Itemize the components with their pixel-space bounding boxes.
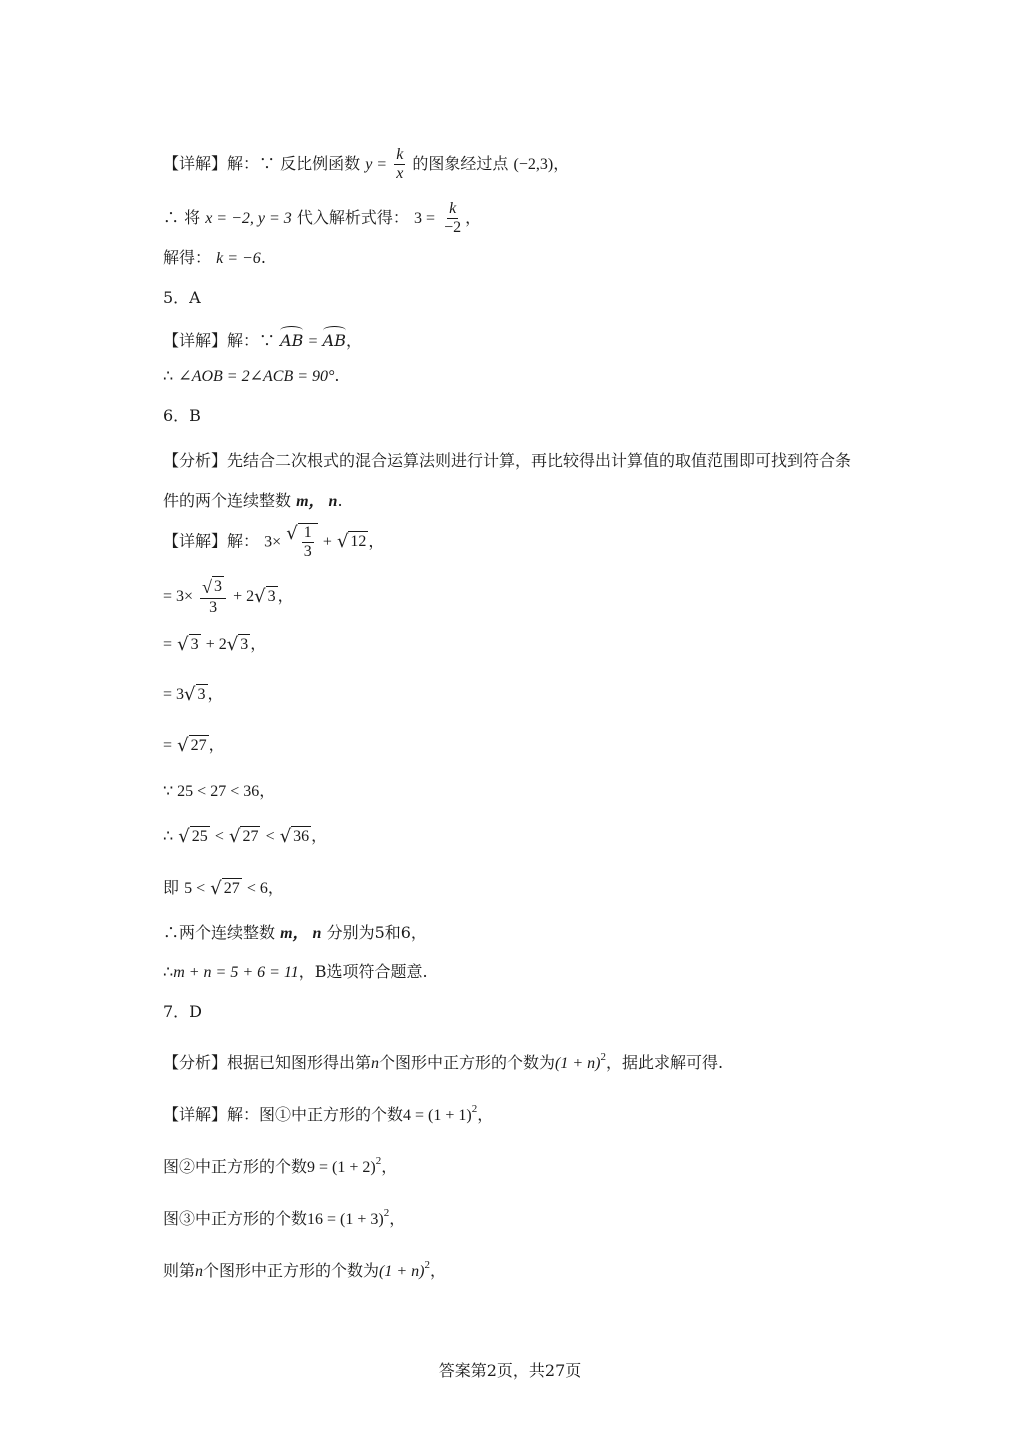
q7-detail-fig1: 【详解】解：图①中正方形的个数$4 = (1 + 1)^2$， [163,1103,494,1124]
sqrt-12: √ 12 [336,531,367,552]
q5-answer: 5．A [163,288,201,307]
q7-fig3: 图③中正方形的个数$16 = (1 + 3)^2$， [163,1207,406,1228]
k-over-neg2-fraction: $\frac{k}{-2}$ [444,200,462,236]
q6-ji: 即 5 < √ 27 < 6， [163,877,284,899]
q4-solve-line: 解得： k = −6. [163,248,266,267]
arc-ab-1: AB [280,326,303,352]
q6-step3: = √ 3 + 2 √ 3 ， [163,633,267,655]
q6-sum: ∴m + n = 5 + 6 = 11，B选项符合题意. [163,962,428,981]
q5-detail-line: 【详解】解：∵ AB = AB， [163,326,362,353]
q6-therefore-sqrt: ∴ √ 25 < √ 27 < √ 36 ， [163,825,328,847]
q6-analysis: 【分析】先结合二次根式的混合运算法则进行计算，再比较得出计算值的取值范围即可找到符合条件的两个连续整数 m， n. [163,451,852,510]
q6-two-integers: ∴两个连续整数 m， n 分别为5和6， [163,923,427,942]
page-footer: 答案第2页，共27页 [438,1361,582,1380]
sqrt3-over-3-fraction: √ 3 3 [200,576,226,617]
q5-angle-line: ∴ ∠AOB = 2∠ACB = 90°. [163,366,340,385]
q7-analysis: 【分析】根据已知图形得出第n个图形中正方形的个数为$(1 + n)^2$，据此求解可得. [163,1051,724,1072]
sqrt-one-third: √ $\frac{1}{3}$ [286,523,317,561]
q6-because: ∵ 25 < 27 < 36， [163,781,276,800]
arc-ab-2: AB [323,326,346,352]
q6-step4: = 3 √ 3 ， [163,683,224,705]
k-over-x-fraction: $\frac{k}{x}$ [396,146,404,182]
q6-step1: 【详解】解： 3× √ $\frac{1}{3}$ + √ 12 ， [163,523,385,560]
q7-fig2: 图②中正方形的个数$9 = (1 + 2)^2$， [163,1155,398,1176]
q7-nth: 则第n个图形中正方形的个数为$(1 + n)^2$， [163,1259,446,1280]
q7-answer: 7．D [163,1002,203,1021]
q6-answer: 6．B [163,406,201,425]
q4-substitute-line: ∴ 将 x = −2, y = 3 代入解析式得： 3 = $\frac{k}{-2}$ ， [163,200,482,236]
q4-detail-line: 【详解】解：∵ 反比例函数 y = $\frac{k}{x}$ 的图象经过点 (−2,3)， [163,146,570,182]
q6-step5: = √ 27 ， [163,734,225,756]
q6-step2: = 3× √ 3 3 + 2 √ 3 ， [163,577,294,616]
